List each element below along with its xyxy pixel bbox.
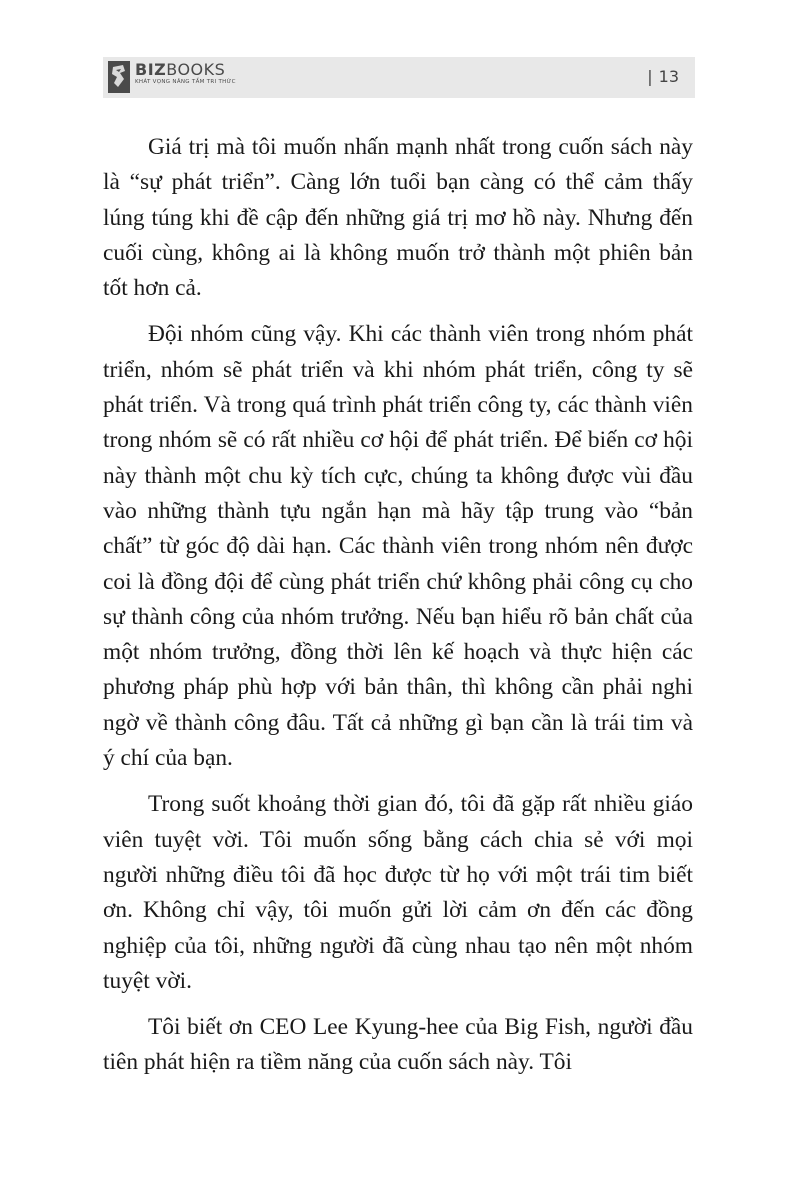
paragraph: Trong suốt khoảng thời gian đó, tôi đã gặp rất nhiều giáo viên tuyệt vời. Tôi muốn sống bằng cách chia sẻ với mọi người những điều tôi đã học được từ họ với một trái tim biết ơn. Không chỉ vậy, tôi muốn gửi lời cảm ơn đến các đồng nghiệp của tôi, những người đã cùng nhau tạo nên một nhóm tuyệt vời. [103, 791, 693, 994]
publisher-logo [108, 61, 236, 93]
page-number-block [647, 67, 679, 87]
page-separator: | [647, 67, 653, 86]
page-header [103, 57, 695, 98]
paragraph: Tôi biết ơn CEO Lee Kyung-hee của Big Fish, người đầu tiên phát hiện ra tiềm năng của cuốn sách này. Tôi [103, 1014, 693, 1076]
bizbooks-logo-icon [108, 61, 130, 93]
brand-light: BOOKS [166, 60, 226, 79]
page-number: 13 [658, 67, 679, 86]
brand-tagline: KHÁT VỌNG NÂNG TẦM TRI THỨC [135, 79, 236, 85]
brand-bold: BIZ [135, 60, 167, 79]
brand-name [135, 61, 236, 78]
paragraph: Giá trị mà tôi muốn nhấn mạnh nhất trong cuốn sách này là “sự phát triển”. Càng lớn tuổi bạn càng có thể cảm thấy lúng túng khi đề cập đến những giá trị mơ hồ này. Nhưng đến cuối cùng, không ai là không muốn trở thành một phiên bản tốt hơn cả. [103, 134, 693, 302]
paragraph: Đội nhóm cũng vậy. Khi các thành viên trong nhóm phát triển, nhóm sẽ phát triển và khi nhóm phát triển, công ty sẽ phát triển. Và trong quá trình phát triển công ty, các thành viên trong nhóm sẽ có rất nhiều cơ hội để phát triển. Để biến cơ hội này thành một chu kỳ tích cực, chúng ta không được vùi đầu vào những thành tựu ngắn hạn mà hãy tập trung vào “bản chất” từ góc độ dài hạn. Các thành viên trong nhóm nên được coi là đồng đội để cùng phát triển chứ không phải công cụ cho sự thành công của nhóm trưởng. Nếu bạn hiểu rõ bản chất của một nhóm trưởng, đồng thời lên kế hoạch và thực hiện các phương pháp phù hợp với bản thân, thì không cần phải nghi ngờ về thành công đâu. Tất cả những gì bạn cần là trái tim và ý chí của bạn. [103, 321, 693, 772]
body-text [103, 130, 693, 1092]
